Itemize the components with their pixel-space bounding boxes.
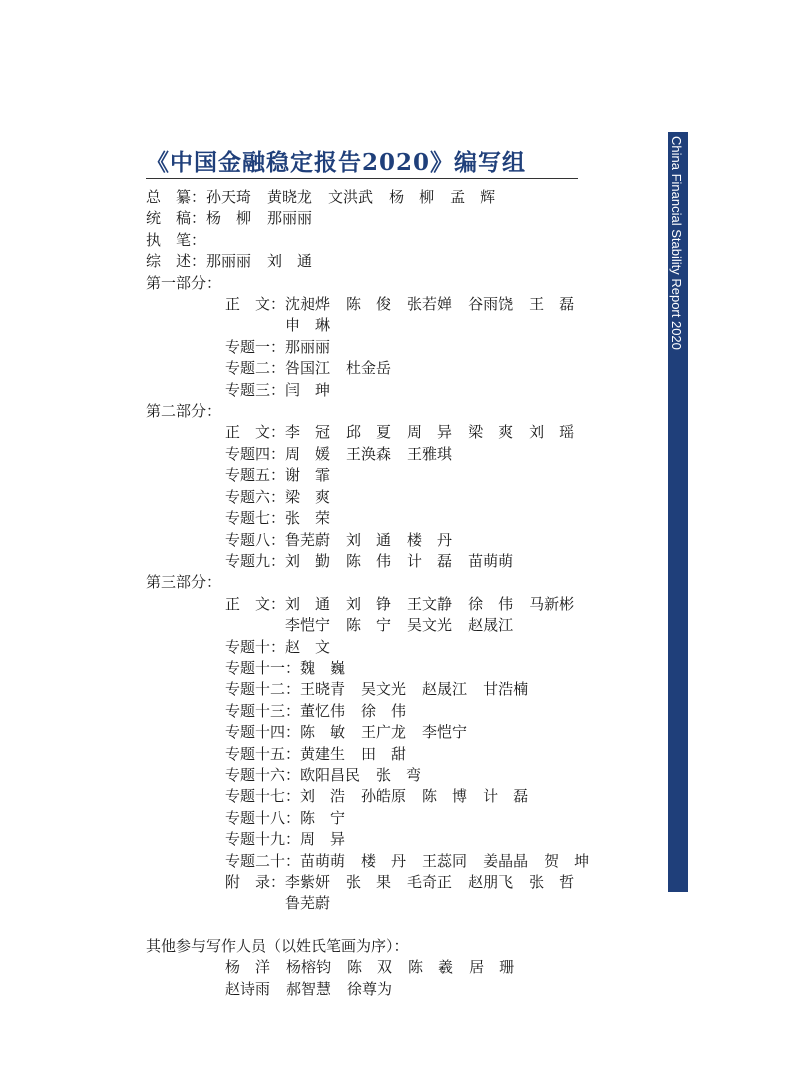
person-name: 刘 通 xyxy=(285,594,331,613)
other-contributors-label: 其他参与写作人员（以姓氏笔画为序）： xyxy=(146,936,409,955)
person-name: 杨榕钧 xyxy=(286,958,332,977)
person-name: 那丽丽 xyxy=(285,337,331,356)
person-name: 王晓青 xyxy=(300,680,346,699)
person-name: 孙皓原 xyxy=(361,787,407,806)
names-list xyxy=(300,658,620,679)
credits-list xyxy=(146,187,646,1000)
credit-row xyxy=(146,380,646,401)
credit-row xyxy=(146,851,646,872)
role-label: 专题十三： xyxy=(225,701,301,720)
names-list xyxy=(285,294,605,337)
person-name: 赵晟江 xyxy=(422,680,468,699)
names-list xyxy=(206,251,606,272)
person-name: 邱 夏 xyxy=(346,423,392,442)
person-name: 姜晶晶 xyxy=(483,851,529,870)
person-name: 黄建生 xyxy=(300,744,346,763)
names-list xyxy=(206,230,606,251)
person-name: 田 甜 xyxy=(361,744,407,763)
role-label: 统 稿： xyxy=(146,209,207,228)
person-name: 王文静 xyxy=(407,594,453,613)
person-name: 陈 博 xyxy=(422,787,468,806)
role-label: 专题十八： xyxy=(225,808,301,827)
role-label: 综 述： xyxy=(146,252,207,271)
side-tab-label: China Financial Stability Report 2020 xyxy=(669,136,684,350)
person-name: 王蕊同 xyxy=(422,851,468,870)
role-label: 专题十七： xyxy=(225,787,301,806)
names-list xyxy=(285,487,605,508)
names-list xyxy=(300,808,620,829)
role-label: 专题四： xyxy=(225,444,286,463)
names-list xyxy=(300,744,620,765)
person-name: 甘浩楠 xyxy=(483,680,529,699)
names-list xyxy=(206,208,606,229)
person-name: 王 磊 xyxy=(529,295,575,314)
person-name: 那丽丽 xyxy=(206,252,252,271)
names-list xyxy=(285,872,605,915)
person-name: 申 琳 xyxy=(285,316,331,335)
role-label: 总 纂： xyxy=(146,188,207,206)
person-name: 陈 伟 xyxy=(346,551,392,570)
role-label: 专题七： xyxy=(225,509,286,528)
person-name: 陈 敏 xyxy=(300,723,346,742)
person-name: 赵晟江 xyxy=(468,616,514,635)
credit-row xyxy=(146,487,646,508)
credit-row xyxy=(146,230,646,251)
person-name: 魏 巍 xyxy=(300,658,346,677)
person-name: 楼 丹 xyxy=(407,530,453,549)
role-label: 专题十二： xyxy=(225,680,301,699)
person-name: 李紫妍 xyxy=(285,873,331,891)
role-label: 专题二： xyxy=(225,359,286,378)
credit-row xyxy=(146,251,646,272)
person-name: 董忆伟 xyxy=(300,701,346,720)
person-name: 陈 宁 xyxy=(300,808,346,827)
names-list xyxy=(300,679,620,700)
person-name: 张 哲 xyxy=(529,873,575,891)
person-name: 楼 丹 xyxy=(361,851,407,870)
credit-row xyxy=(146,508,646,529)
credit-row xyxy=(146,808,646,829)
role-label: 专题六： xyxy=(225,487,286,506)
person-name: 徐 伟 xyxy=(468,594,514,613)
person-name: 咎国江 xyxy=(285,359,331,378)
person-name: 杨 柳 xyxy=(206,209,252,228)
role-label: 专题五： xyxy=(225,466,286,485)
person-name: 郝智慧 xyxy=(286,979,332,998)
credit-row xyxy=(146,465,646,486)
person-name: 陈 宁 xyxy=(346,616,392,635)
person-name: 王雅琪 xyxy=(407,444,453,463)
names-list xyxy=(300,786,620,807)
credit-row xyxy=(146,208,646,229)
person-name: 鲁芜蔚 xyxy=(285,530,331,549)
role-label: 正 文： xyxy=(225,594,286,613)
person-name: 谷雨饶 xyxy=(468,295,514,314)
person-name: 刘 通 xyxy=(267,252,313,271)
names-list xyxy=(285,594,605,637)
person-name: 杨 柳 xyxy=(389,188,435,206)
person-name: 刘 铮 xyxy=(346,594,392,613)
person-name: 徐尊为 xyxy=(347,979,393,998)
role-label: 专题十五： xyxy=(225,744,301,763)
person-name: 刘 浩 xyxy=(300,787,346,806)
names-list xyxy=(300,701,620,722)
role-label: 专题九： xyxy=(225,551,286,570)
role-label: 专题十一： xyxy=(225,658,301,677)
credit-row xyxy=(146,337,646,358)
names-list xyxy=(300,722,620,743)
person-name: 张 荣 xyxy=(285,509,331,528)
other-contributors xyxy=(146,957,646,1000)
person-name: 张 果 xyxy=(346,873,392,891)
names-list xyxy=(300,765,620,786)
names-list xyxy=(300,851,620,872)
credit-row xyxy=(146,701,646,722)
person-name: 赵 文 xyxy=(285,637,331,656)
names-list xyxy=(285,358,605,379)
person-name: 刘 勤 xyxy=(285,551,331,570)
part-heading: 第二部分： xyxy=(146,402,222,421)
names-list xyxy=(300,829,620,850)
person-name: 马新彬 xyxy=(529,594,575,613)
credit-row xyxy=(146,294,646,337)
person-name: 鲁芜蔚 xyxy=(285,894,331,913)
role-label: 专题一： xyxy=(225,337,286,356)
person-name: 陈 俊 xyxy=(346,295,392,314)
person-name: 杜金岳 xyxy=(346,359,392,378)
names-list xyxy=(285,444,605,465)
names-list xyxy=(285,637,605,658)
person-name: 谢 霏 xyxy=(285,466,331,485)
person-name: 赵朋飞 xyxy=(468,873,514,891)
credit-row xyxy=(146,658,646,679)
person-name: 周 媛 xyxy=(285,444,331,463)
person-name: 陈 羲 xyxy=(408,958,454,977)
names-list xyxy=(285,380,605,401)
credit-row xyxy=(146,872,646,915)
person-name: 吴文光 xyxy=(361,680,407,699)
role-label: 专题十六： xyxy=(225,765,301,784)
role-label: 专题十九： xyxy=(225,830,301,849)
person-name: 计 磊 xyxy=(483,787,529,806)
person-name: 王涣森 xyxy=(346,444,392,463)
person-name: 梁 爽 xyxy=(285,487,331,506)
role-label: 正 文： xyxy=(225,423,286,442)
person-name: 苗萌萌 xyxy=(300,851,346,870)
credit-row xyxy=(146,744,646,765)
person-name: 贺 坤 xyxy=(544,851,590,870)
side-tab xyxy=(668,132,688,892)
person-name: 李 冠 xyxy=(285,423,331,442)
credit-row xyxy=(146,594,646,637)
part-heading: 第三部分： xyxy=(146,573,222,592)
credit-row xyxy=(146,530,646,551)
credit-row xyxy=(146,722,646,743)
person-name: 闫 珅 xyxy=(285,380,331,399)
person-name: 吴文光 xyxy=(407,616,453,635)
names-list xyxy=(285,508,605,529)
role-label: 执 笔： xyxy=(146,230,207,249)
person-name: 沈昶烨 xyxy=(285,295,331,314)
names-list xyxy=(285,422,605,443)
person-name: 那丽丽 xyxy=(267,209,313,228)
credit-row xyxy=(146,551,646,572)
person-name: 刘 通 xyxy=(346,530,392,549)
credit-row xyxy=(146,765,646,786)
credit-row xyxy=(146,444,646,465)
role-label: 专题十四： xyxy=(225,723,301,742)
title-underline xyxy=(146,178,578,179)
role-label: 专题八： xyxy=(225,530,286,549)
names-list xyxy=(285,530,605,551)
credit-row xyxy=(146,358,646,379)
person-name: 刘 瑶 xyxy=(529,423,575,442)
person-name: 杨 洋 xyxy=(225,958,271,977)
credit-row xyxy=(146,187,646,208)
person-name: 毛奇正 xyxy=(407,873,453,891)
person-name: 周 异 xyxy=(407,423,453,442)
page-title: 《中国金融稳定报告2020》编写组 xyxy=(146,149,527,176)
role-label: 正 文： xyxy=(225,295,286,314)
names-list xyxy=(285,337,605,358)
person-name: 张 弯 xyxy=(376,765,422,784)
credit-row xyxy=(146,422,646,443)
person-name: 周 异 xyxy=(300,830,346,849)
person-name: 黄晓龙 xyxy=(267,188,313,206)
credit-row xyxy=(146,786,646,807)
credit-row xyxy=(146,829,646,850)
person-name: 欧阳昌民 xyxy=(300,765,361,784)
names-list xyxy=(285,465,605,486)
person-name: 孙天琦 xyxy=(206,188,252,206)
role-label: 专题三： xyxy=(225,380,286,399)
person-name: 李恺宁 xyxy=(422,723,468,742)
person-name: 计 磊 xyxy=(407,551,453,570)
part-heading: 第一部分： xyxy=(146,273,222,292)
person-name: 徐 伟 xyxy=(361,701,407,720)
person-name: 赵诗雨 xyxy=(225,979,271,998)
person-name: 文洪武 xyxy=(328,188,374,206)
person-name: 居 珊 xyxy=(469,958,515,977)
person-name: 陈 双 xyxy=(347,958,393,977)
names-list xyxy=(206,187,606,208)
person-name: 梁 爽 xyxy=(468,423,514,442)
role-label: 附 录： xyxy=(225,873,286,891)
person-name: 孟 辉 xyxy=(450,188,496,206)
person-name: 苗萌萌 xyxy=(468,551,514,570)
person-name: 王广龙 xyxy=(361,723,407,742)
names-list xyxy=(225,957,545,1000)
person-name: 李恺宁 xyxy=(285,616,331,635)
credit-row xyxy=(146,679,646,700)
person-name: 张若婵 xyxy=(407,295,453,314)
names-list xyxy=(285,551,605,572)
role-label: 专题二十： xyxy=(225,851,301,870)
role-label: 专题十： xyxy=(225,637,286,656)
credit-row xyxy=(146,637,646,658)
